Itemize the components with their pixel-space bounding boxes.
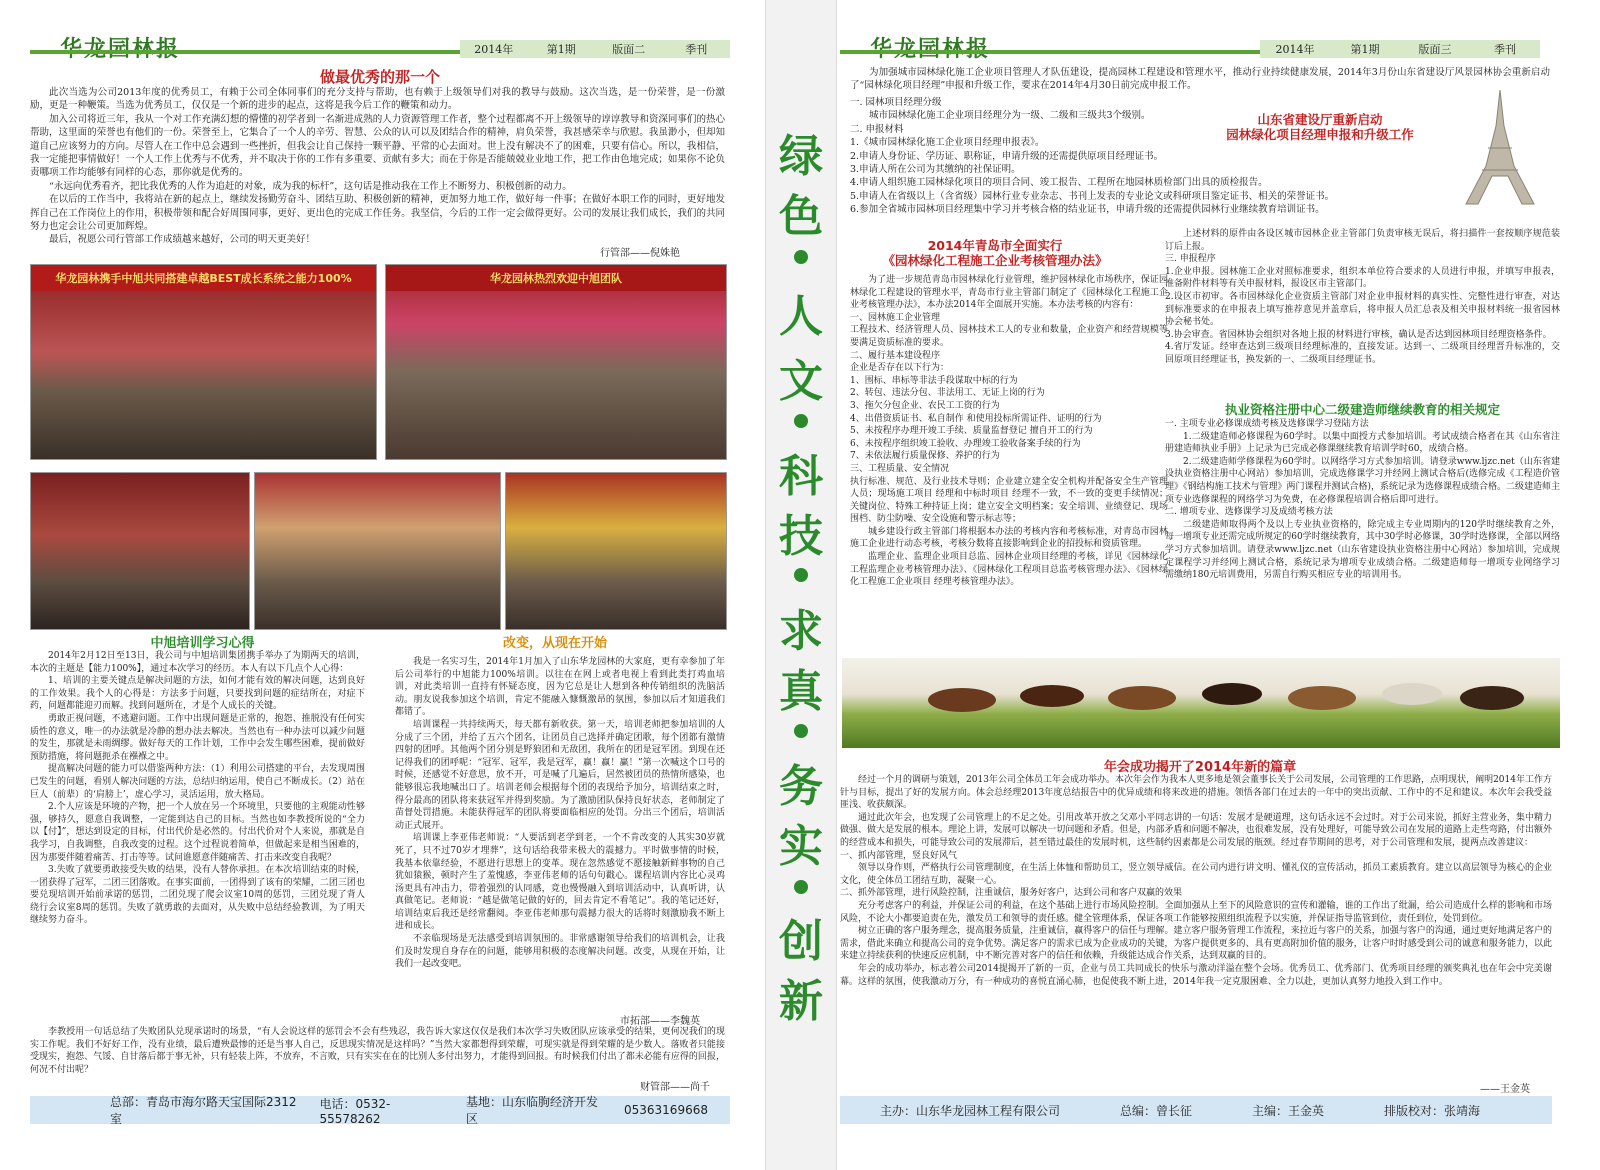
article-training-end (30, 1026, 725, 1090)
list-item: 4.申请人组织施工园林绿化项目的项目合同、竣工报告、工程所在地园林质检部门出具的质检报告。 (850, 177, 1268, 189)
paragraph: 树立正确的客户服务理念，提高服务质量，注重诚信，赢得客户的信任与理解。建立客户服务管理工作流程，来拉近与客户的关系，加强与客户的沟通，通过更好地满足客户的需求，借此来确立和提高公司的竞争优势。满足客户的需求已成为企业成功的关键，为客户提供更多的、具有更高附加价值的服务，让客户时时感受到公司的诚意和服务能力，以此来建立持续获利的快速反应机制，中不断完善对客户的信任和依赖，升级能达成合作关系，达到双赢的目的。 (840, 926, 1552, 962)
list-item: 3.申请人所在公司为其缴纳的社保证明。 (850, 164, 1021, 176)
list-item: 2.申请人身份证、学历证、职称证，申请升级的还需提供原项目经理证书。 (850, 150, 1164, 162)
signature: ——王金英 (1480, 1084, 1530, 1095)
slogan-char: 文 (779, 356, 823, 407)
headline-training: 中旭培训学习心得 (150, 636, 255, 651)
masthead-bar (840, 50, 1260, 54)
slogan-char: 务 (779, 761, 823, 812)
footer (840, 1096, 1552, 1124)
paragraph: 最后，祝愿公司行管部工作成绩越来越好，公司的明天更美好！ (49, 234, 316, 246)
list-item: 三. 申报程序 (1165, 254, 1216, 265)
year: 2014年 (1275, 43, 1315, 56)
list-item: 5.申请人在省级以上（含省级）园林行业专业杂志、书刊上发表的专业论文或科研项目鉴定证书、相关的荣誉证书。 (850, 190, 1335, 202)
qingdao-article (850, 274, 1168, 658)
photo-team-yellow-flag (254, 472, 501, 630)
paragraph: 领导以身作则，严格执行公司管理制度，在生活上体恤和帮助员工，竖立领导威信。在公司内进行讲文明、懂礼仪的宣传活动，抓员工素质教育。建立以高层领导为核心的企业文化，使全体员工团结互助，凝聚一心。 (840, 863, 1552, 886)
spine-slogan (765, 0, 837, 1170)
slogan-dot (794, 414, 808, 428)
footer-proof: 排版校对：张靖海 (1384, 1103, 1481, 1118)
slogan-char: 新 (779, 976, 823, 1027)
newspaper-logo (870, 32, 990, 63)
signature: 行管部——倪姝艳 (600, 248, 680, 259)
photo-banner: 华龙园林热烈欢迎中旭团队 (386, 265, 726, 291)
list-item: 1.《城市园林绿化施工企业项目经理申报表》。 (850, 137, 1045, 149)
footer-base: 基地：山东临朐经济开发区 (466, 1095, 599, 1126)
period: 季刊 (685, 43, 708, 56)
paragraph: 此次当选为公司2013年度的优秀员工，有赖于公司全体同事们的充分支持与帮助，也有赖于上级领导们对我的教导与鼓励。这次当选，是一份荣誉，是一份激励，更是一种鞭策。当选为优秀员工，仅仅是一个新的进步的起点，这将是我今后工作的鞭策和动力。 (30, 87, 725, 112)
footer-chief: 总编：曾长征 (1120, 1103, 1193, 1118)
list-item: 1、围标、串标等非法手段谋取中标的行为 (850, 375, 1018, 386)
masthead-info (1260, 40, 1540, 58)
article-change (395, 656, 725, 1008)
paragraph: 在以后的工作当中，我将站在新的起点上，继续发扬勤劳奋斗、团结互助、积极创新的精神，更加努力地工作，做好每一件事；在做好本职工作的同时，更好地发挥自己在工作岗位上的作用，积极带领和配合好周围同事，更好、更出色的完成工作任务。我坚信，今后的工作一定会做得更好。公司的发展让我们成长，我们的共同努力也定会让公司更加辉煌。 (30, 194, 725, 233)
list-item: 3.协会审查。省园林协会组织对各地上报的材料进行审核，确认是否达到园林项目经理资格条件。 (1165, 329, 1552, 340)
masthead-info (460, 40, 730, 58)
paragraph: 充分考虑客户的利益，并保证公司的利益，在这个基础上进行市场风险控制。全面加强从上至下的风险意识的宣传和灌输，谁的工作出了纰漏，给公司造成什么样的影响和市场风险，不论大小都要追责在先，激发员工和领导的责任感。健全管理体系，保证各项工作能够按照组织流程予以实施，并保证指导监管到位，责任到位，处罚到位。 (840, 900, 1552, 924)
list-item: 一、抓内部管理，竖良好风气 (840, 850, 958, 861)
list-item: 一. 主项专业必修课成绩考核及选修课学习登陆方法 (1165, 419, 1369, 429)
list-item: 二、抓外部管理，进行风险控制，注重诚信，服务好客户，达到公司和客户双赢的效果 (840, 888, 1183, 899)
list-item: 6.参加全省城市园林项目经理集中学习并考核合格的结业证书，申请升级的还需提供园林行业继续教育培训证书。 (850, 204, 1325, 216)
paragraph: 加入公司将近三年，我从一个对工作充满幻想的懵懂的初学者到一名渐进成熟的人力资源管理工作者，整个过程都离不开上级领导的谆谆教导和资深同事们的热心帮助，这里面的荣誉也有他们的一份。荣誉至上，它集合了一个人的辛劳、智慧、公众的认可以及团结合作的精神，肩负荣誉，我甚感荣幸与欣慰。我虽渺小，但却知道自己应该努力的方向。尽管人在工作中总会遇到一些挫折，但我会让自己保持一颗平静、平常的心去面对。世上没有解决不了的困难，只要有信心。所以，我相信，我一定能把事情做好！一个人工作上优秀与不优秀，并不取决于你的工作有多重要、贡献有多大；而在于你是否能兢兢业业地工作，把工作由色地完成；如果你不论负责哪项工作均能够有同样的心态，那你就是优秀的。 (30, 113, 725, 179)
list-item: 城市园林绿化施工企业项目经理分为一级、二级和三级共3个级别。 (869, 110, 1151, 122)
paragraph: 不亲临现场是无法感受到培训氛围的。非常感谢领导给我们的培训机会，让我们及时发现自身存在的问题，能够用积极的态度解决问题。改变，从现在开始，让我们一起改变吧。 (395, 934, 725, 970)
list-item: 2.设区市初审。各市园林绿化企业资质主管部门对企业申报材料的真实性、完整性进行审查，对达到标准要求的在申报表上填写推荐意见并盖章后，将申报人员汇总表及相关申报材料统一报省园林协会秘书处。 (1165, 291, 1560, 328)
issue: 第1期 (546, 43, 576, 56)
paragraph: 培训课上李亚伟老师说：“人要活到老学到老，一个不肯改变的人其实30岁就死了，只不过70岁才埋葬”，这句话给我带来极大的震撼力。平时做事情的时候，我基本依靠经验，不愿进行思想上的变革。现在忽然感觉不愿接触新鲜事物的自己犹如猿猴，顿时产生了羞愧感，李亚伟老师的话句句戳心。课程培训内容比心灵鸡汤更具有冲击力，带着强烈的认同感，竟也慢慢融入到培训活动中，认真听讲，认真做笔记。老师说：“越是做笔记做的好的，回去肯定不看笔记”。我的笔记还好，培训结束后我还是经常翻阅。李亚伟老师那句震撼力很大的话将时刻激励我不断上进和成长。 (395, 833, 725, 932)
list-item: 企业是否存在以下行为： (850, 363, 950, 374)
paragraph: 上述材料的原件由各设区城市园林企业主管部门负责审核无误后，将扫描件一套按顺序规范装订后上报。 (1165, 229, 1560, 252)
headline-best: 做最优秀的那一个 (319, 68, 440, 86)
slogan-char: 色 (779, 191, 823, 242)
slogan-dot (794, 250, 808, 264)
list-item: 6、未按程序组织竣工验收、办理竣工验收备案手续的行为 (850, 438, 1081, 449)
title-qingdao: 2014年青岛市全面实行 《园林绿化工程施工企业考核管理办法》 (882, 238, 1108, 268)
paragraph: 勇敢正视问题，不逃避问题。工作中出现问题是正常的，抱怨、推脱没有任何实质性的意义，唯一的办法就是冷静的想办法去解决。当然也有一种办法可以减少问题的发生，那就是未雨绸缪。做好每天的工作计划，工作中会发生哪些困难，提前做好预防措施，将问题扼杀在襁褓之中。 (30, 713, 365, 762)
slogan-char: 求 (779, 606, 823, 657)
year: 2014年 (474, 43, 514, 56)
list-item: 5、未按程序办理开竣工手续、质量监督登记 擅自开工的行为 (850, 426, 1093, 437)
section: 版面二 (612, 43, 646, 56)
list-item: 三、工程质量、安全情况 (850, 463, 950, 474)
list-item: 工程技术、经济管理人员、园林技术工人的专业和数量，企业资产和经营规模等要满足资质标准的要求。 (850, 325, 1168, 348)
slogan-char: 绿 (779, 131, 823, 182)
slogan-char: 人 (779, 291, 823, 342)
list-item: 4、出借资质证书、私自制作 和使用投标所需证件、证明的行为 (850, 413, 1102, 424)
article-best (30, 86, 725, 246)
slogan-char: 实 (779, 821, 823, 872)
article-training (30, 650, 365, 1005)
slogan-char: 科 (779, 451, 823, 502)
list-item: 一、园林施工企业管理 (850, 312, 941, 323)
paragraph: 2014年2月12日至13日，我公司与中旭培训集团携手举办了为期两天的培训，本次的主题是【能力100%】，通过本次学习的经历。本人有以下几点个人心得： (30, 651, 365, 674)
paragraph: 2.个人应该是环境的产物，把一个人放在另一个环境里，只要他的主观能动性够强，够持久，愿意自我调整，一定能到达自己的目标。当然也如李教授所说的“全力以【付】”，想达到设定的目标，付出代价是必然的。付出代价对个人来说，那就是自我学习，自我调整，自我改变的过程。这个过程说着简单，但做起来是相当困难的，因为那要伴随着痛苦、打击等等。试问谁愿意伴随痛苦、打击来改变自我呢？ (30, 802, 365, 863)
list-item: 执行标准、规范、及行业技术导则；企业建立建全安全机构并配备安全生产管理人员；现场施工项目 经理和中标时项目 经理不一致，不一致的变更手续情况；关键岗位、特殊工种持证上岗；建立安全文明档案；安全培训、业绩登记、现场围档、防尘防噪、安全设施和警示标志等； (850, 476, 1168, 525)
list-item: 4.省厅发证。经审查达到三级项目经理标准的，直接发证。达到一、二级项目经理晋升标准的，交回原项目经理证书，换发新的一、二级项目经理证书。 (1165, 342, 1560, 365)
list-item: 3、拖欠分包企业、农民工工资的行为 (850, 400, 1000, 411)
signature: 财管部——尚千 (640, 1082, 710, 1093)
paragraph: 1、培训的主要关键点是解决问题的方法，如何才能有效的解决问题，达到良好的工作效果。我个人的心得是：方法多于问题，只要找到问题的症结所在，对症下药，问题都能迎刃而解。找到问题所在，才是个人成长的关键。 (30, 676, 365, 712)
footer-host: 主办：山东华龙园林工程有限公司 (880, 1103, 1061, 1118)
paragraph: 1.二级建造师必修课程为60学时。以集中面授方式参加培训。考试成绩合格者在其《山东省注册建造师执业手册》上记录为已完成必修课继续教育培训学时60，成绩合格。 (1165, 431, 1560, 455)
continuing-education (1165, 418, 1560, 656)
running-horses-illustration (842, 658, 1560, 748)
application-procedure (1165, 228, 1560, 396)
list-item: 2、转包、违法分包、非法用工、无证上岗的行为 (850, 388, 1045, 399)
list-item: 1.企业申报。园林施工企业对照标准要求，组织本单位符合要求的人员进行申报，并填写申报表，准备附件材料等有关申报材料，报设区市主管部门。 (1165, 266, 1560, 290)
photo-team-presentation (505, 472, 727, 630)
footer-editor: 主编：王金英 (1252, 1103, 1325, 1118)
slogan-dot (794, 880, 808, 894)
photo-team-flags (30, 472, 250, 630)
masthead-bar (30, 50, 460, 54)
paragraph: 为了进一步规范青岛市园林绿化行业管理，维护园林绿化市场秩序，保证园林绿化工程建设的管理水平，青岛市行业主管部门制定了《园林绿化工程施工企业考核管理办法》，本办法2014年全面展开实施。本办法考核的内容有： (850, 275, 1168, 311)
masthead (30, 36, 730, 60)
newspaper-logo (60, 32, 180, 63)
list-item: 二. 增项专业、选修课学习及成绩考核方法 (1165, 507, 1333, 518)
footer-base-phone: 05363169668 (624, 1103, 708, 1117)
section: 版面三 (1418, 43, 1452, 56)
paragraph: 年会的成功举办，标志着公司2014提揭开了新的一页，企业与员工共同成长的快乐与激动洋溢在整个会场。优秀员工、优秀部门、优秀项目经理的颁奖典礼也在年会中完美谢幕。这样的氛围，使我激动万分，有一种成功的喜悦直涌心肺，也促使我不断上进，2014年我一定克服困难、全力以赴，更加认真努力地投入到工作中。 (840, 963, 1552, 987)
paragraph: “永远向优秀看齐，把比我优秀的人作为追赶的对象，成为我的标杆”，这句话是推动我在工作上不断努力、积极创新的动力。 (49, 180, 572, 192)
footer-address: 总部：青岛市海尔路天宝国际2312室 (110, 1095, 297, 1126)
issue: 第1期 (1350, 43, 1380, 56)
paragraph: 二级建造师取得两个及以上专业执业资格的，除完成主专业周期内的120学时继续教育之外，每一增项专业还需完成所规定的60学时继续教育，其中30学时必修课，30学时选修课，全部以网络学习方式参加培训。请登录www.ljzc.net（山东省建设执业资格注册中心网站）参加培训，完成规定课程学习并经网上测试合格，系统记录为增项专业成绩合格。二级建造师每一增项专业网络学习需缴纳180元培训费用，另需自行购买相应专业的培训用书。 (1165, 519, 1560, 581)
paragraph: 监理企业、监理企业项目总监、园林企业项目经理的考核，详见《园林绿化工程监理企业考核管理办法》、《园林绿化工程项目总监考核管理办法》、《园林绿化工程施工企业项目 经理考核管理办法》。 (850, 552, 1168, 588)
list-item: 二. 申报材料 (850, 123, 904, 135)
title-annual-meeting: 年会成功揭开了2014年新的篇章 (1103, 760, 1297, 775)
masthead (840, 36, 1540, 60)
period: 季刊 (1494, 43, 1516, 56)
paragraph: 提高解决问题的能力可以借鉴两种方法：（1）利用公司搭建的平台，去发现周围已发生的问题，看别人解决问题的方法，总结归纳运用，使自己不断成长。（2）站在巨人（前辈）的‘肩膀上’，虚心学习，灵活运用，放大格局。 (30, 764, 365, 800)
paragraph: 城乡建设行政主管部门将根据本办法的考核内容和考核标准，对青岛市园林施工企业进行动态考核，考核分数将直接影响到企业的招投标和资质管理。 (850, 526, 1168, 550)
slogan-dot (794, 568, 808, 582)
paragraph: 为加强城市园林绿化施工企业项目管理人才队伍建设，提高园林工程建设和管理水平，推动行业持续健康发展，2014年3月份山东省建设厅风景园林协会重新启动了“园林绿化项目经理”申报和升级工作，要求在2014年4月30日前完成申报工作。 (850, 67, 1550, 92)
footer-phone: 电话：0532-55578262 (319, 1096, 391, 1126)
photo-training-hall (385, 264, 727, 460)
list-item: 7、未依法履行质量保修、养护的行为 (850, 451, 1000, 462)
title-continuing-education: 执业资格注册中心二级建造师继续教育的相关规定 (1224, 402, 1500, 417)
paragraph: 3.失败了就要勇敢接受失败的结果，没有人替你承担。在本次培训结束的时候，一团获得了冠军，二团三团落败。在事实面前，一团得到了该有的荣耀，二团三团也要兑现培训开始前承诺的惩罚，二团兑现了爬会议室10周的惩罚，三团兑现了背人绕行会议室8周的惩罚。失败了就勇敢的去面对，从失败中总结经验教训，为了明天继续努力奋斗。 (30, 865, 365, 926)
title-shandong: 山东省建设厅重新启动 园林绿化项目经理申报和升级工作 (1226, 112, 1414, 142)
headline-change: 改变，从现在开始 (502, 636, 607, 651)
slogan-char: 技 (779, 511, 823, 562)
slogan-dot (794, 724, 808, 738)
footer (30, 1096, 730, 1124)
horses-banner (842, 658, 1560, 748)
paragraph: 李教授用一句话总结了失败团队兑现承诺时的场景，“有人会说这样的惩罚会不会有些残忍，我告诉大家这仅仅是我们本次学习失败团队应该承受的结果，更何况我们的现实工作呢。我们不好好工作，没有业绩，最后遭殃最惨的还是当事人自己，反思现实情况是这样吗？”当然大家都想得到荣耀，可现实就是得到荣耀的是少数人。落败者只能接受现实，抱怨、气馁、自甘落后都于事无补，只有轻装上阵，不放弃，不言败，只有实实在在的比别人多付出努力，才能得到回报。有时候我们付出了都未必能有应得的回报，何况不付出呢？ (30, 1027, 725, 1075)
list-item: 二、履行基本建设程序 (850, 350, 941, 361)
annual-meeting-article (840, 774, 1552, 1078)
paragraph: 培训课程一共持续两天，每天都有新收获。第一天，培训老师把参加培训的人分成了三个团，并给了五六个团名，让团员自己选择并确定团歌，每个团都有激情四射的团呼。其他两个团分别是野狼团和无敌团，我所在的团是冠军团。到现在还记得我们的团呼呢：“冠军、冠军，我是冠军，赢！赢！赢！”第一次喊这个口号的时候，还感觉不好意思，放不开，可是喊了几遍后，居然被团员的热情所感染，也能够很忘我地喊出口了。培训老师会根据每个团的表现给予加分，培训结束之时，得分最高的团队将来获冠军并得到奖励。为了激励团队保持良好状态，老师制定了苗督处罚措施。未能获得冠军的团队将要面临相应的处罚。分出三个团后，培训活动正式展开。 (395, 719, 725, 831)
photo-banner: 华龙园林携手中旭共同搭建卓越BEST成长系统之能力100% (31, 265, 376, 291)
eiffel-tower-illustration (1430, 86, 1570, 206)
paragraph: 经过一个月的调研与策划，2013年公司全体员工年会成功举办。本次年会作为我本人更多地是领会董事长关于公司发展，公司管理的工作思路，点明现状，阐明2014年工作方针与目标，提出了好的发展方向。体会总经理2013年度总结报告中的优异成绩和将来改进的措施。领悟各部门在过去的一年中的突出贡献、工作中的不足和建议。本次年会我受益匪浅、收获颇深。 (840, 775, 1552, 811)
right-page (840, 0, 1600, 1170)
list-item: 一. 园林项目经理分级 (850, 97, 942, 108)
signature: 市拓部——李魏英 (620, 1016, 700, 1027)
paragraph: 2.二级建造师学修课程为60学时。以网络学习方式参加培训。请登录www.ljzc.net（山东省建设执业资格注册中心网站）参加培训，完成选修课学习并经网上测试合格后(选修完成《工程造价管理》《钢结构施工技术与管理》两门课程并测试合格)，系统记录为选修课程成绩合格。二级建造师主项专业选修课程的网络学习为免费，在必修课程培训合格后即可进行。 (1165, 456, 1560, 505)
slogan-char: 真 (779, 666, 823, 717)
paragraph: 我是一名实习生，2014年1月加入了山东华龙园林的大家庭，更有幸参加了年后公司举行的中旭能力100%培训。以往在在网上或者电视上看到此类打鸡血培训，对此类培训一直持有怀疑态度，因为它总是让人想到各种传销组织的洗脑活动。朋友说我参加这个培训，肯定不能融入慷慨激昂的氛围，参加以后才知道我们都错了。 (395, 657, 725, 718)
photo-training-group (30, 264, 377, 460)
paragraph: 通过此次年会，也发现了公司管理上的不足之处。引用改革开放之父邓小平同志讲的一句话：发展才是硬道理，这句话永远不会过时。对于公司来说，抓好主营业务，集中精力做强、做大是发展的根本。理论上讲，发展可以解决一切问题和矛盾。但是，内部矛盾和问题不解决，也很难发展，没有处理好，可能导致公司在发展的道路上走些弯路，付出额外的经营成本和损失，可能导致公司的发展滞后，甚至错过最佳的发展时机，这些制约因素都是公司发展的瓶颈。经过春节期间的思考，对于公司管理和发展，提两点改善建议： (840, 812, 1552, 848)
left-page (0, 0, 760, 1170)
slogan-char: 创 (779, 916, 823, 967)
